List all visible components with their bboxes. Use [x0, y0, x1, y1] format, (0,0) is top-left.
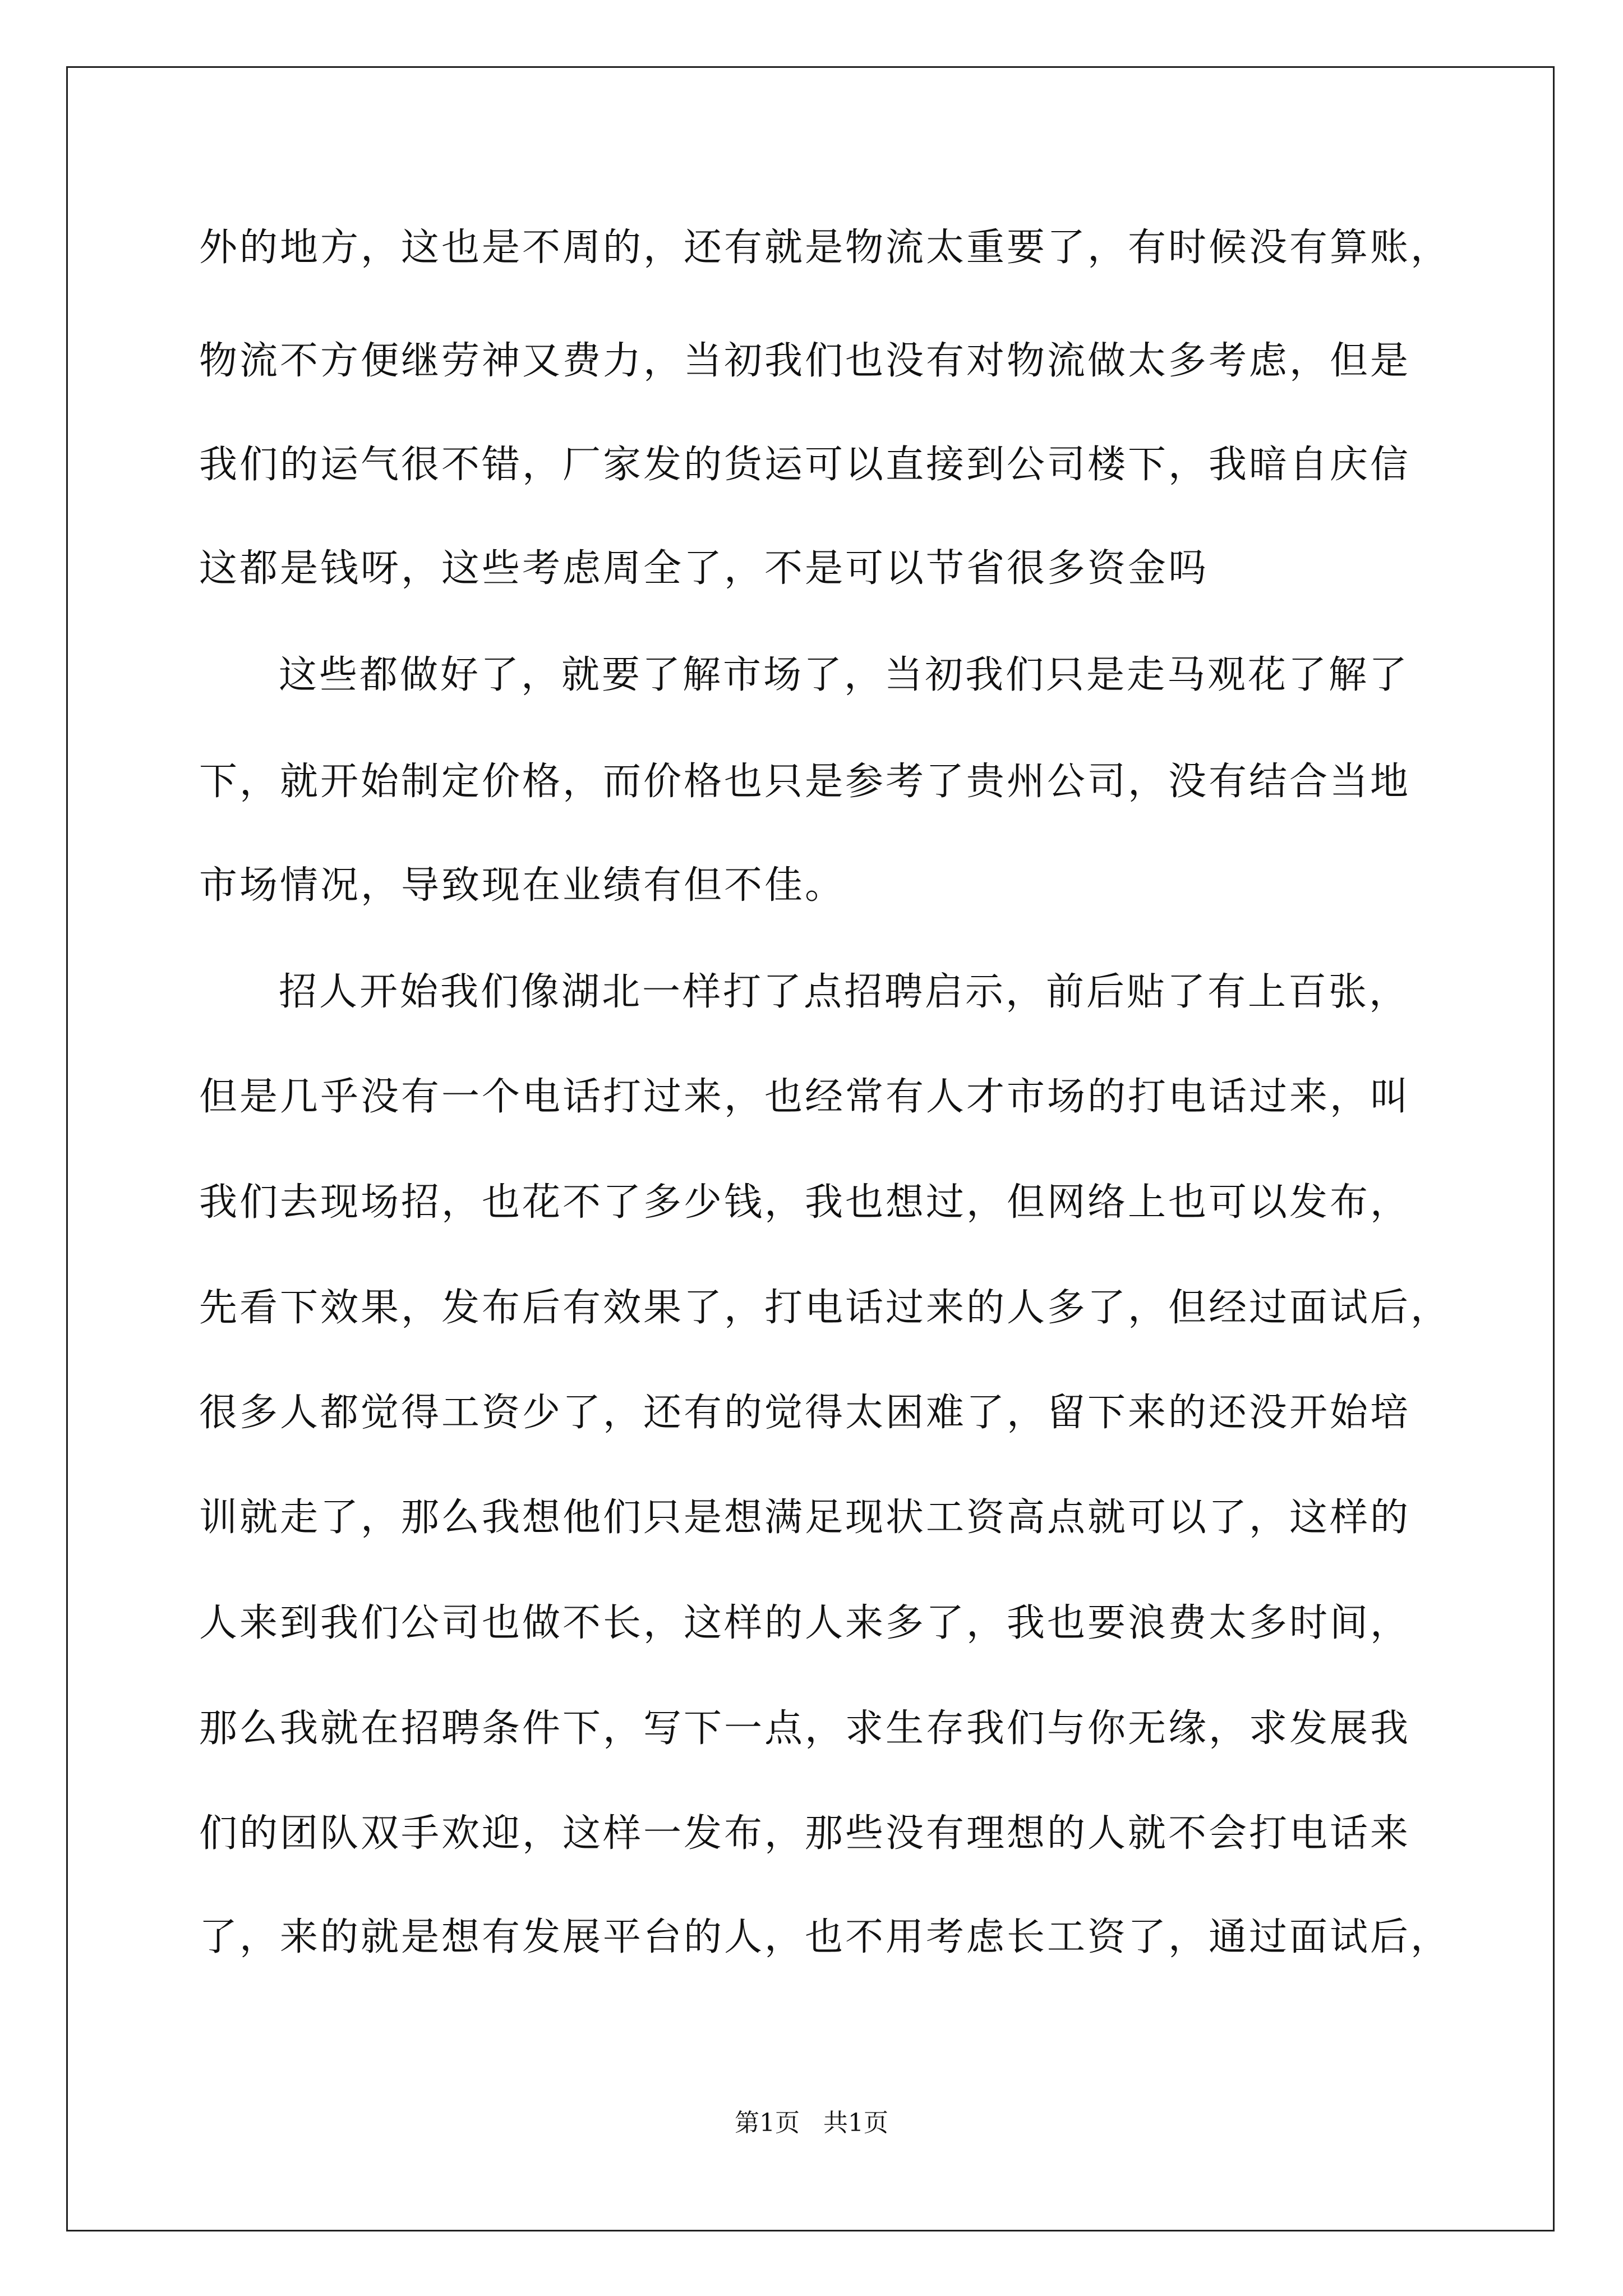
- text-line: 我们去现场招，也花不了多少钱，我也想过，但网络上也可以发布，: [199, 1180, 1411, 1225]
- text-line: 很多人都觉得工资少了，还有的觉得太困难了，留下来的还没开始培: [199, 1391, 1411, 1435]
- text-line: 们的团队双手欢迎，这样一发布，那些没有理想的人就不会打电话来: [199, 1811, 1411, 1856]
- page-border: [66, 66, 1555, 2231]
- page-number-footer: 第1页 共1页: [735, 2109, 888, 2137]
- text-line: 我们的运气很不错，厂家发的货运可以直接到公司楼下，我暗自庆信: [199, 443, 1411, 487]
- text-line: 人来到我们公司也做不长，这样的人来多了，我也要浪费太多时间，: [199, 1601, 1411, 1645]
- text-line: 训就走了，那么我想他们只是想满足现状工资高点就可以了，这样的: [199, 1496, 1411, 1540]
- text-line: 了，来的就是想有发展平台的人，也不用考虑长工资了，通过面试后，: [199, 1915, 1451, 1959]
- text-line: 市场情况，导致现在业绩有但不佳。: [199, 863, 846, 908]
- text-line: 那么我就在招聘条件下，写下一点，求生存我们与你无缘，求发展我: [199, 1706, 1411, 1751]
- text-line: 外的地方，这也是不周的，还有就是物流太重要了，有时候没有算账，: [199, 226, 1451, 270]
- text-line: 下，就开始制定价格，而价格也只是参考了贵州公司，没有结合当地: [199, 760, 1411, 804]
- paragraph-first-line: 招人开始我们像湖北一样打了点招聘启示，前后贴了有上百张，: [279, 970, 1410, 1014]
- text-line: 但是几乎没有一个电话打过来，也经常有人才市场的打电话过来，叫: [199, 1075, 1411, 1119]
- paragraph-first-line: 这些都做好了，就要了解市场了，当初我们只是走马观花了解了: [279, 653, 1410, 697]
- text-line: 物流不方便继劳神又费力，当初我们也没有对物流做太多考虑，但是: [199, 339, 1411, 383]
- text-line: 先看下效果，发布后有效果了，打电话过来的人多了，但经过面试后，: [199, 1286, 1451, 1330]
- text-line: 这都是钱呀，这些考虑周全了，不是可以节省很多资金吗: [199, 546, 1209, 591]
